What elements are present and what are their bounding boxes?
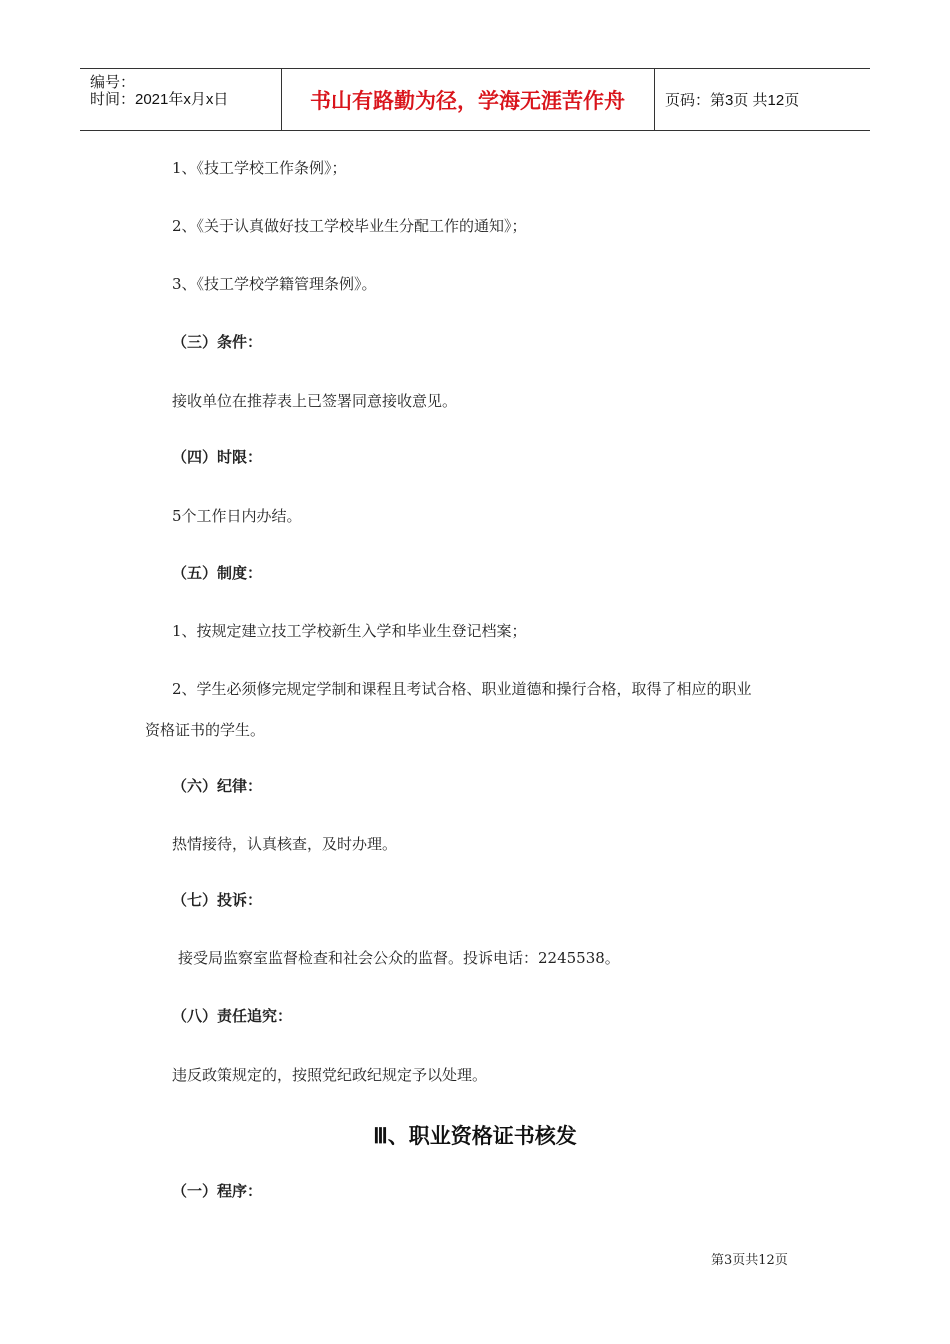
basis-item-3: 3、《技工学校学籍管理条例》。: [172, 275, 377, 293]
system-item-2: 2、学生必须修完规定学制和课程且考试合格、职业道德和操行合格，取得了相应的职业: [172, 680, 752, 698]
header-page-code: 页码：第3页 共12页: [665, 92, 800, 109]
time-limit-text: 5个工作日内办结。: [172, 507, 302, 525]
document-number-label: 编号：: [90, 74, 136, 91]
header-meta-cell: [80, 69, 282, 130]
page-footer: 第3页共12页: [711, 1253, 788, 1268]
heading-discipline: （六）纪律：: [172, 778, 263, 795]
complaint-text: 接受局监察室监督检查和社会公众的监督。投诉电话：2245538。: [178, 949, 620, 967]
discipline-text: 热情接待，认真核查，及时办理。: [172, 835, 398, 853]
heading-complaint: （七）投诉：: [172, 892, 263, 909]
heading-time-limit: （四）时限：: [172, 449, 263, 466]
system-item-1: 1、按规定建立技工学校新生入学和毕业生登记档案；: [172, 622, 527, 640]
basis-item-1: 1、《技工学校工作条例》；: [172, 159, 347, 177]
section-title: Ⅲ、职业资格证书核发: [373, 1125, 577, 1148]
heading-liability: （八）责任追究：: [172, 1008, 293, 1025]
basis-item-2: 2、《关于认真做好技工学校毕业生分配工作的通知》；: [172, 217, 527, 235]
header-motto-cell: [281, 69, 655, 130]
heading-system: （五）制度：: [172, 565, 263, 582]
heading-conditions: （三）条件：: [172, 334, 263, 351]
conditions-text: 接收单位在推荐表上已签署同意接收意见。: [172, 392, 458, 410]
page-header: [80, 68, 870, 131]
system-item-2-continued: 资格证书的学生。: [145, 721, 266, 739]
heading-procedure: （一）程序：: [172, 1183, 263, 1200]
liability-text: 违反政策规定的，按照党纪政纪规定予以处理。: [172, 1066, 488, 1084]
document-time-label: 时间：2021年x月x日: [90, 91, 229, 108]
header-motto: 书山有路勤为径，学海无涯苦作舟: [310, 90, 625, 113]
header-page-cell: [655, 69, 870, 130]
